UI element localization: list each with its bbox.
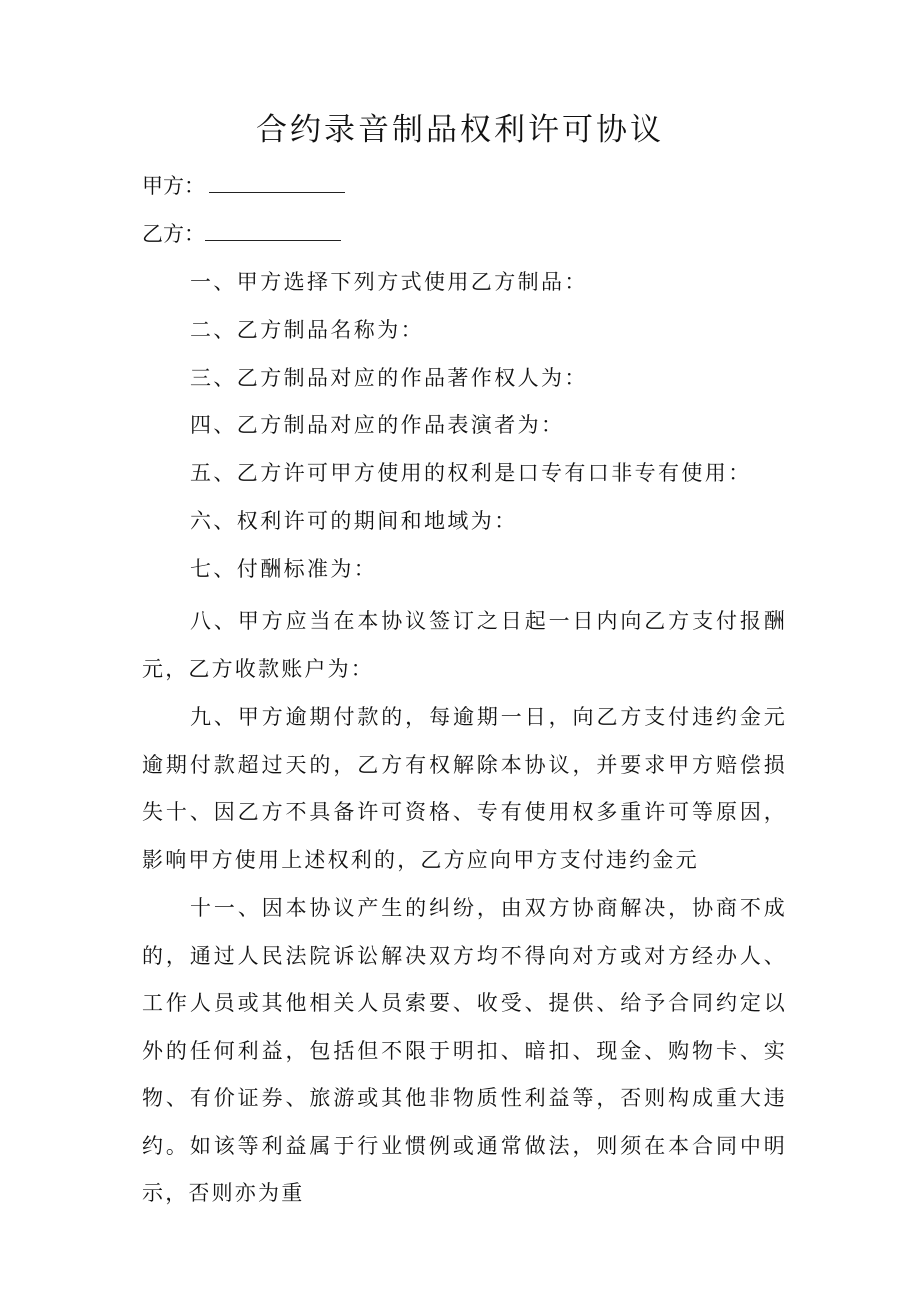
party-a-line [142, 170, 345, 201]
clause-5: 五、乙方许可甲方使用的权利是口专有口非专有使用： [190, 461, 752, 485]
document-title: 合约录音制品权利许可协议 [256, 112, 664, 148]
clause-2: 二、乙方制品名称为： [190, 318, 424, 342]
clause-7: 七、付酬标准为： [190, 557, 378, 581]
party-b-line [142, 218, 341, 249]
clause-1: 一、甲方选择下列方式使用乙方制品： [190, 270, 588, 294]
party-b-label: 乙方： [142, 222, 205, 246]
clause-9-paragraph: 九、甲方逾期付款的，每逾期一日，向乙方支付违约金元逾期付款超过天的，乙方有权解除本协议，并要求甲方赔偿损失十、因乙方不具备许可资格、专有使用权多重许可等原因，影响甲方使用上述权利的，乙方应向甲方支付违约金元 [142, 705, 787, 872]
party-b-blank [205, 218, 341, 241]
clause-8-paragraph: 八、甲方应当在本协议签订之日起一日内向乙方支付报酬元，乙方收款账户为： [142, 609, 787, 681]
clause-6: 六、权利许可的期间和地域为： [190, 509, 518, 533]
clause-3: 三、乙方制品对应的作品著作权人为： [190, 366, 588, 390]
party-a-label: 甲方： [142, 174, 205, 198]
party-a-blank [209, 170, 345, 193]
clause-11-paragraph: 十一、因本协议产生的纠纷，由双方协商解决，协商不成的，通过人民法院诉讼解决双方均不得向对方或对方经办人、工作人员或其他相关人员索要、收受、提供、给予合同约定以外的任何利益，包括但不限于明扣、暗扣、现金、购物卡、实物、有价证券、旅游或其他非物质性利益等，否则构成重大违约。如该等利益属于行业惯例或通常做法，则须在本合同中明示，否则亦为重 [142, 896, 787, 1205]
clause-4: 四、乙方制品对应的作品表演者为： [190, 413, 565, 437]
